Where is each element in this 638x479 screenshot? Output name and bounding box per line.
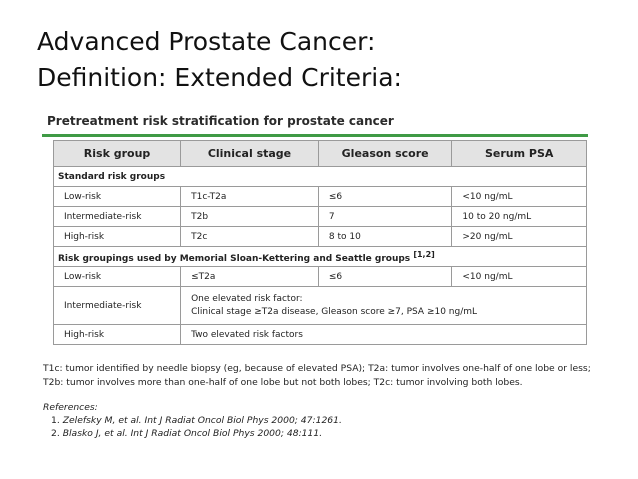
table-footnote: T1c: tumor identified by needle biopsy (eg, because of elevated PSA); T2a: tumor involves one-half of one lobe or less; T2b: tumor involves more than one-half of one lobe but not both lobes; T2c: tumor involving both lobes.: [43, 363, 591, 388]
table-header-row: [54, 141, 587, 167]
reference-item: [43, 414, 342, 427]
cell-gleason-score: 8 to 10: [318, 227, 452, 247]
cell-gleason-score: ≤6: [318, 267, 452, 287]
section-label: [54, 247, 587, 267]
table-row: [54, 267, 587, 287]
header-gleason-score: Gleason score: [318, 141, 452, 167]
section-label-text: Risk groupings used by Memorial Sloan-Kettering and Seattle groups: [58, 253, 411, 264]
section-row-standard: [54, 167, 587, 187]
reference-item: [43, 427, 342, 440]
cell-serum-psa: 10 to 20 ng/mL: [452, 207, 587, 227]
section-label: Standard risk groups: [54, 167, 587, 187]
reference-text: Blasko J, et al. Int J Radiat Oncol Biol Phys 2000; 48:111.: [62, 428, 323, 439]
slide-title: [37, 24, 402, 96]
cell-risk-group: High-risk: [54, 325, 181, 345]
section-row-msk-seattle: [54, 247, 587, 267]
reference-text: Zelefsky M, et al. Int J Radiat Oncol Biol Phys 2000; 47:1261.: [62, 415, 342, 426]
cell-gleason-score: 7: [318, 207, 452, 227]
cell-risk-group: Low-risk: [54, 267, 181, 287]
header-clinical-stage: Clinical stage: [181, 141, 319, 167]
table-row: [54, 227, 587, 247]
cell-clinical-stage: T1c-T2a: [181, 187, 319, 207]
citation-superscript: [1,2]: [413, 249, 435, 259]
table-row: [54, 187, 587, 207]
cell-risk-group: High-risk: [54, 227, 181, 247]
header-serum-psa: Serum PSA: [452, 141, 587, 167]
cell-risk-group: Intermediate-risk: [54, 207, 181, 227]
table-row: [54, 287, 587, 325]
header-risk-group: Risk group: [54, 141, 181, 167]
slide-title-line-2: Definition: Extended Criteria:: [37, 63, 402, 92]
reference-number: 1.: [51, 415, 60, 426]
table-title: Pretreatment risk stratification for prostate cancer: [47, 114, 394, 128]
cell-serum-psa: <10 ng/mL: [452, 267, 587, 287]
cell-risk-factors: Two elevated risk factors: [181, 325, 587, 345]
cell-risk-group: Low-risk: [54, 187, 181, 207]
slide-title-line-1: Advanced Prostate Cancer:: [37, 27, 376, 56]
cell-clinical-stage: T2c: [181, 227, 319, 247]
references-heading: References:: [43, 402, 98, 413]
cell-clinical-stage: ≤T2a: [181, 267, 319, 287]
table-row: [54, 325, 587, 345]
cell-risk-group: Intermediate-risk: [54, 287, 181, 325]
cell-gleason-score: ≤6: [318, 187, 452, 207]
cell-serum-psa: >20 ng/mL: [452, 227, 587, 247]
cell-risk-factors: [181, 287, 587, 325]
cell-serum-psa: <10 ng/mL: [452, 187, 587, 207]
table-row: [54, 207, 587, 227]
risk-stratification-table: [53, 140, 587, 345]
reference-number: 2.: [51, 428, 60, 439]
risk-factor-line-1: One elevated risk factor:: [191, 294, 303, 304]
risk-factor-line-2: Clinical stage ≥T2a disease, Gleason score ≥7, PSA ≥10 ng/mL: [191, 307, 478, 317]
title-divider: [42, 134, 588, 137]
references: [43, 401, 342, 440]
cell-clinical-stage: T2b: [181, 207, 319, 227]
